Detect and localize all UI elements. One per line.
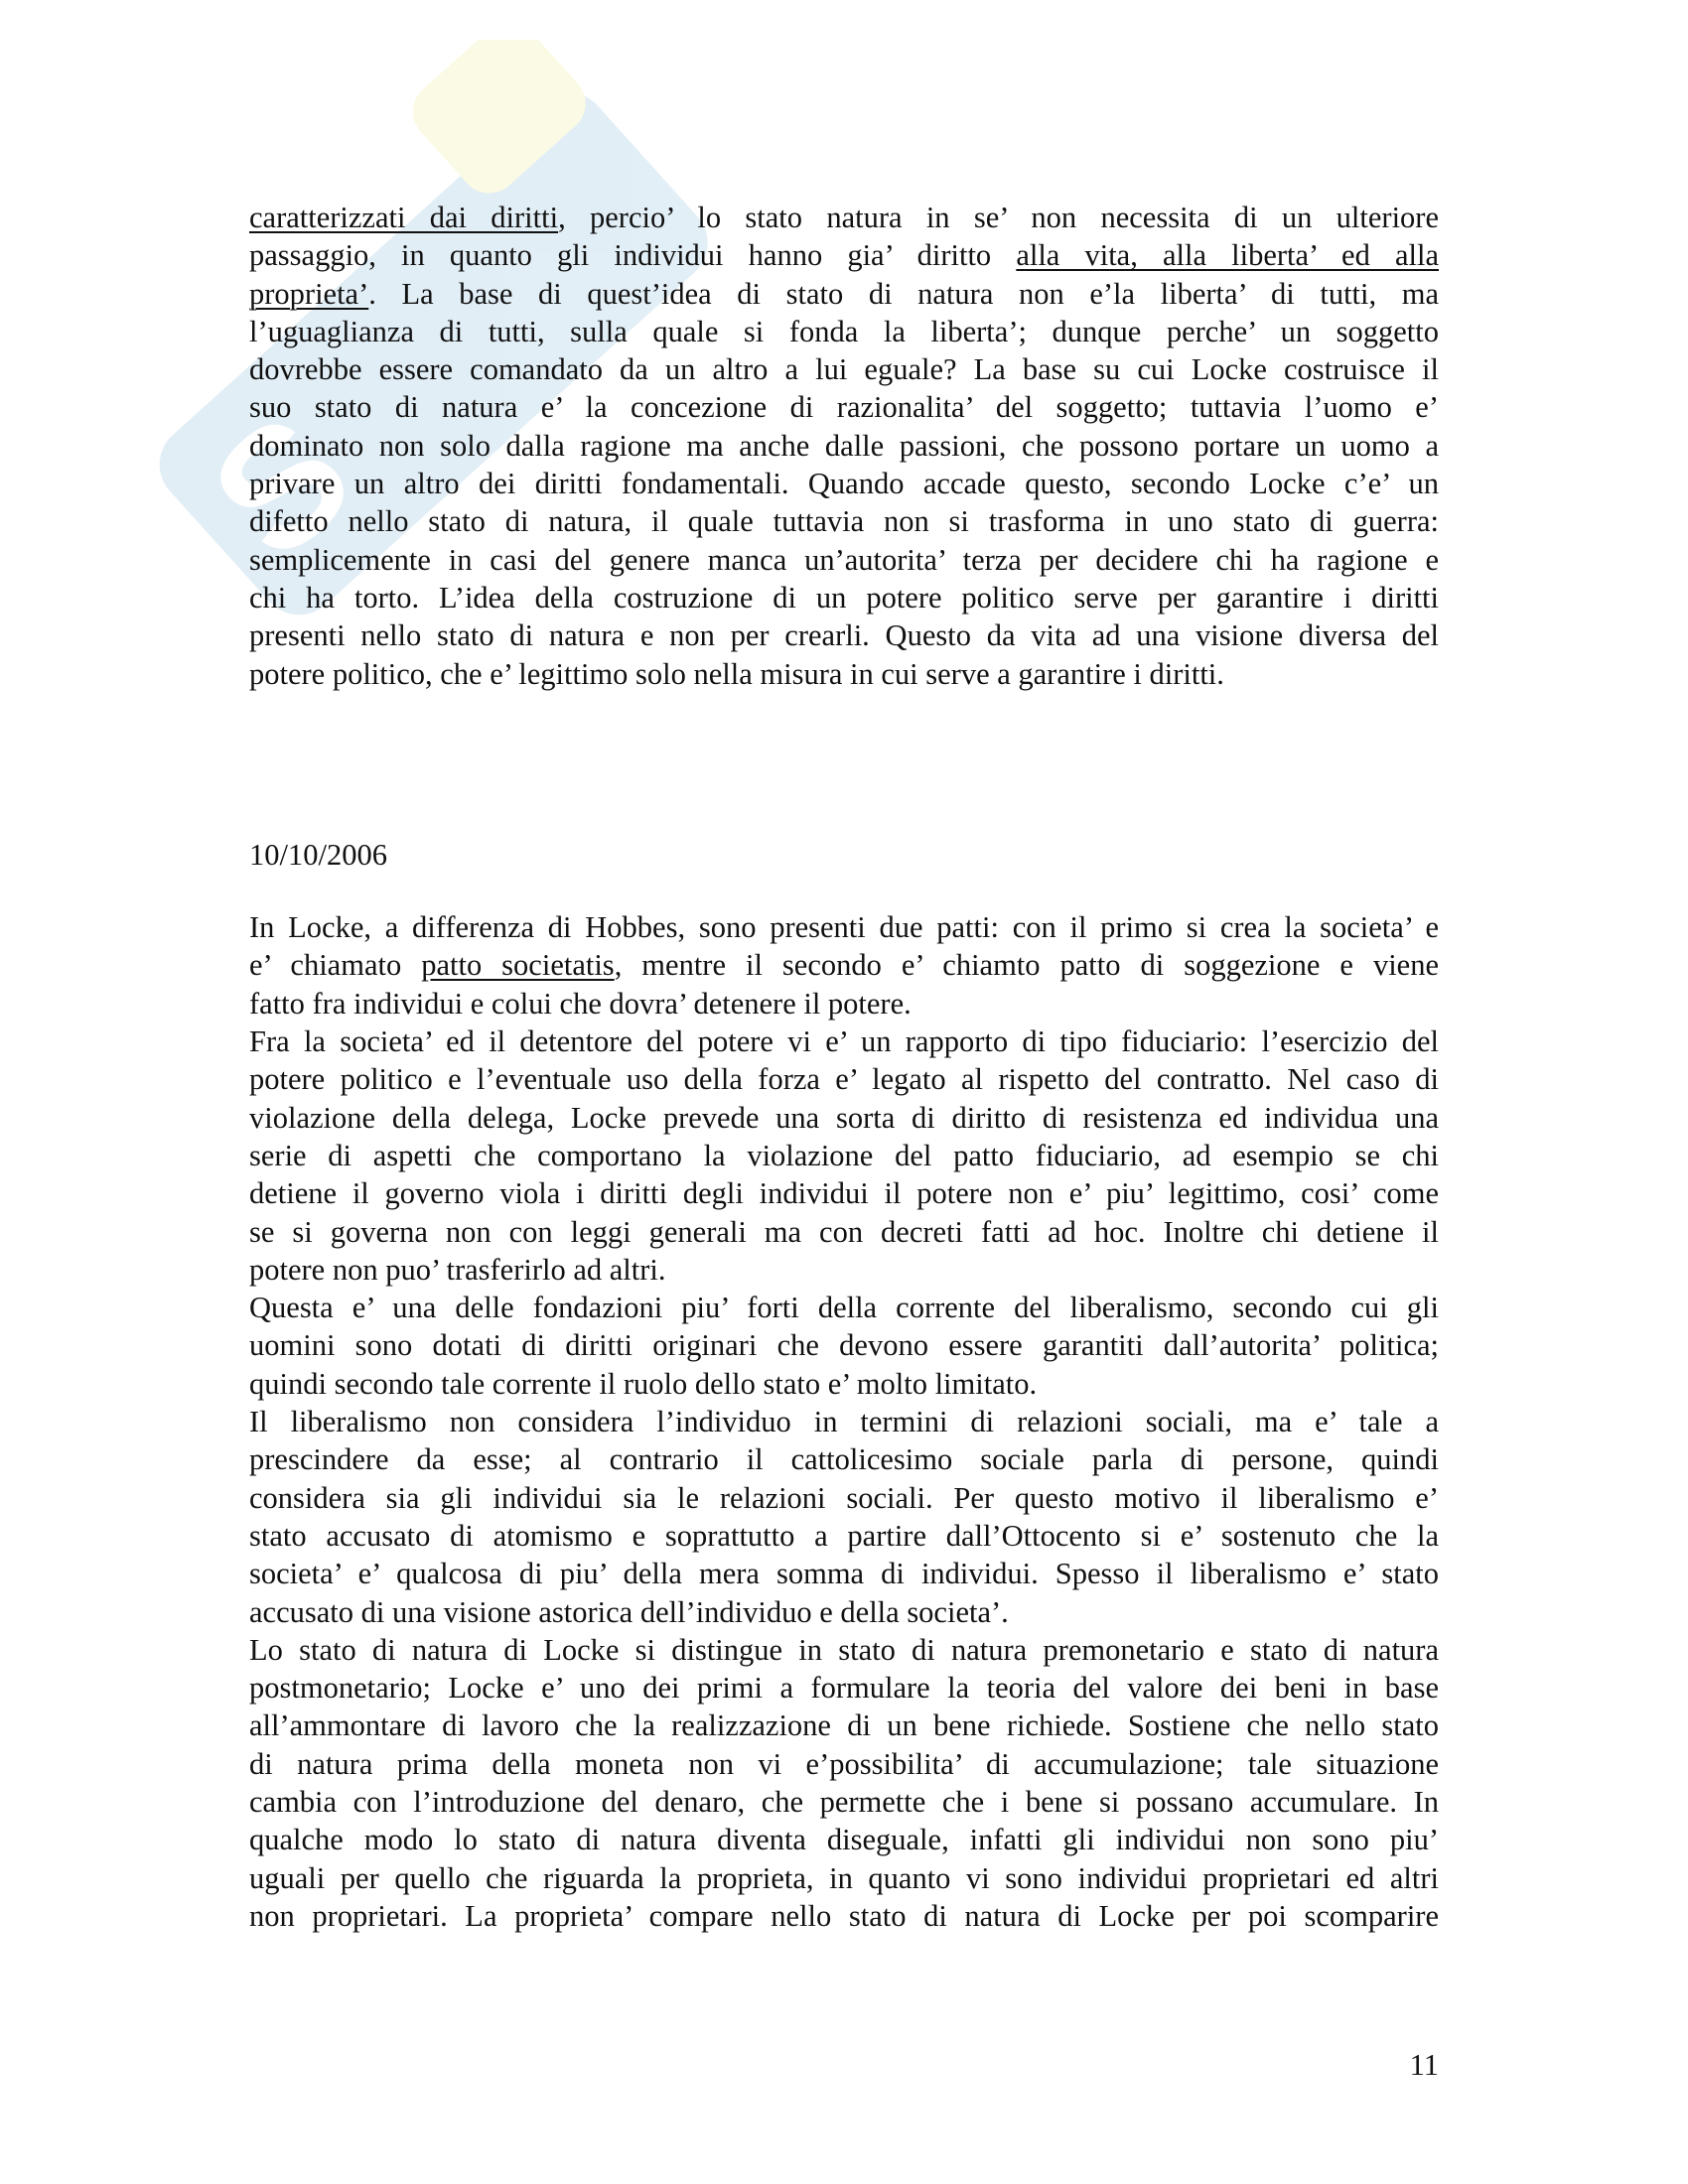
text-line — [249, 1859, 1439, 1897]
text-line — [249, 1821, 1439, 1858]
text-span: uomini sono dotati di diritti originari che devono essere garantiti dall’autorita’ politica; — [249, 1328, 1439, 1363]
text-line — [249, 1555, 1439, 1592]
text-line — [249, 388, 1439, 426]
text-span: potere politico, che e’ legittimo solo nella misura in cui serve a garantire i diritti. — [249, 656, 1224, 691]
text-line — [249, 1326, 1439, 1364]
page-number: 11 — [1409, 2048, 1439, 2082]
watermark-letter: S — [176, 378, 387, 595]
text-span: uguali per quello che riguarda la proprieta, in quanto vi sono individui proprietari ed altri — [249, 1860, 1439, 1895]
text-line — [249, 275, 1439, 313]
text-span: societa’ e’ qualcosa di piu’ della mera somma di individui. Spesso il liberalismo e’ stato — [249, 1557, 1439, 1591]
text-span: di natura prima della moneta non vi e’possibilita’ di accumulazione; tale situazione — [249, 1746, 1439, 1781]
text-line — [249, 541, 1439, 579]
text-span: Lo stato di natura di Locke si distingue in stato di natura premonetario e stato di natura — [249, 1632, 1439, 1667]
text-line — [249, 946, 1439, 984]
underlined-text: patto societatis — [421, 948, 615, 983]
text-line — [249, 1517, 1439, 1555]
text-span: Questa e’ una delle fondazioni piu’ forti della corrente del liberalismo, secondo cui gli — [249, 1291, 1439, 1325]
text-line — [249, 1403, 1439, 1440]
text-line — [249, 1745, 1439, 1783]
text-line — [249, 1897, 1439, 1935]
text-line — [249, 1631, 1439, 1669]
text-span: serie di aspetti che comportano la violazione del patto fiduciario, ad esempio se chi — [249, 1138, 1439, 1172]
underlined-text: caratterizzati dai diritti — [249, 201, 559, 234]
text-span: violazione della delega, Locke prevede una sorta di diritto di resistenza ed individua una — [249, 1100, 1439, 1135]
text-line — [249, 1593, 1439, 1631]
text-span: chi ha torto. L’idea della costruzione di un potere politico serve per garantire i diritti — [249, 580, 1439, 614]
text-span: dominato non solo dalla ragione ma anche dalle passioni, che possono portare un uomo a — [249, 428, 1439, 463]
text-line — [249, 985, 1439, 1023]
paragraph — [249, 908, 1439, 1023]
text-line — [249, 908, 1439, 946]
text-span: detiene il governo viola i diritti degli individui il potere non e’ piu’ legittimo, cosi’ come — [249, 1176, 1439, 1211]
text-span: non proprietari. La proprieta’ compare nello stato di natura di Locke per poi scomparire — [249, 1898, 1439, 1933]
text-span: stato accusato di atomismo e soprattutto a partire dall’Ottocento si e’ sostenuto che la — [249, 1518, 1439, 1553]
paragraph — [249, 1403, 1439, 1631]
text-line — [249, 1669, 1439, 1706]
text-span: all’ammontare di lavoro che la realizzazione di un bene richiede. Sostiene che nello stato — [249, 1708, 1439, 1743]
text-span: accusato di una visione astorica dell’individuo e della societa’. — [249, 1594, 1009, 1629]
text-span: privare un altro dei diritti fondamentali. Quando accade questo, secondo Locke c’e’ un — [249, 467, 1439, 501]
text-line — [249, 1783, 1439, 1821]
text-span: potere politico e l’eventuale uso della forza e’ legato al rispetto del contratto. Nel caso di — [249, 1062, 1439, 1097]
underlined-text: alla vita, alla liberta’ ed alla — [1016, 238, 1439, 273]
text-line — [249, 427, 1439, 465]
text-span: postmonetario; Locke e’ uno dei primi a formulare la teoria del valore dei beni in base — [249, 1671, 1439, 1706]
text-span: , mentre il secondo e’ chiamto patto di soggezione e viene — [614, 948, 1440, 983]
date-heading: 10/10/2006 — [249, 837, 387, 872]
text-span: . La base di quest’idea di stato di natura non e’la liberta’ di tutti, ma — [368, 276, 1439, 311]
text-line — [249, 1174, 1439, 1212]
document-body — [249, 199, 1439, 1935]
text-line — [249, 1137, 1439, 1174]
text-line — [249, 579, 1439, 616]
text-line — [249, 236, 1439, 274]
text-line — [249, 1706, 1439, 1744]
text-line — [249, 1440, 1439, 1478]
text-span: se si governa non con leggi generali ma con decreti fatti ad hoc. Inoltre chi detiene il — [249, 1214, 1439, 1249]
paragraph-stato-di-natura — [249, 199, 1439, 693]
text-line — [249, 1479, 1439, 1517]
text-line — [249, 1289, 1439, 1326]
text-span: considera sia gli individui sia le relazioni sociali. Per questo motivo il liberalismo e’ — [249, 1480, 1439, 1515]
text-span: fatto fra individui e colui che dovra’ detenere il potere. — [249, 986, 912, 1021]
text-line — [249, 1060, 1439, 1098]
text-line — [249, 1365, 1439, 1403]
text-span: prescindere da esse; al contrario il cattolicesimo sociale parla di persone, quindi — [249, 1442, 1439, 1477]
text-line — [249, 1023, 1439, 1060]
text-span: e’ chiamato — [249, 948, 422, 983]
text-span: dovrebbe essere comandato da un altro a lui eguale? La base su cui Locke costruisce il — [249, 352, 1439, 387]
text-span: potere non puo’ trasferirlo ad altri. — [249, 1252, 666, 1287]
paragraphs-container — [249, 908, 1439, 1935]
text-span: passaggio, in quanto gli individui hanno gia’ diritto — [249, 238, 1017, 273]
text-span: presenti nello stato di natura e non per crearli. Questo da vita ad una visione diversa del — [249, 618, 1439, 653]
text-span: difetto nello stato di natura, il quale tuttavia non si trasforma in uno stato di guerra: — [249, 504, 1439, 539]
text-span: Il liberalismo non considera l’individuo in termini di relazioni sociali, ma e’ tale a — [249, 1405, 1439, 1439]
text-line — [249, 199, 1439, 236]
text-span: l’uguaglianza di tutti, sulla quale si fonda la liberta’; dunque perche’ un soggetto — [249, 314, 1439, 348]
text-line — [249, 1099, 1439, 1137]
text-span: qualche modo lo stato di natura diventa diseguale, infatti gli individui non sono piu’ — [249, 1823, 1439, 1857]
text-line — [249, 502, 1439, 540]
text-line — [249, 313, 1439, 350]
text-span: cambia con l’introduzione del denaro, che permette che i bene si possano accumulare. In — [249, 1784, 1439, 1819]
text-span: In Locke, a differenza di Hobbes, sono presenti due patti: con il primo si crea la societa’ e — [249, 910, 1439, 945]
text-span: , percio’ lo stato natura in se’ non necessita di un ulteriore — [558, 201, 1439, 234]
text-line — [249, 1213, 1439, 1251]
paragraph — [249, 1023, 1439, 1289]
paragraph — [249, 1631, 1439, 1935]
text-span: Fra la societa’ ed il detentore del potere vi e’ un rapporto di tipo fiduciario: l’esercizio del — [249, 1024, 1439, 1059]
text-line — [249, 616, 1439, 654]
text-line — [249, 350, 1439, 388]
paragraph — [249, 1289, 1439, 1403]
text-line — [249, 1251, 1439, 1289]
text-span: quindi secondo tale corrente il ruolo dello stato e’ molto limitato. — [249, 1366, 1038, 1401]
text-line — [249, 465, 1439, 502]
text-line — [249, 655, 1439, 693]
text-span: semplicemente in casi del genere manca un’autorita’ terza per decidere chi ha ragione e — [249, 542, 1439, 577]
text-span: suo stato di natura e’ la concezione di razionalita’ del soggetto; tuttavia l’uomo e’ — [249, 390, 1439, 425]
underlined-text: proprieta’ — [249, 276, 369, 311]
